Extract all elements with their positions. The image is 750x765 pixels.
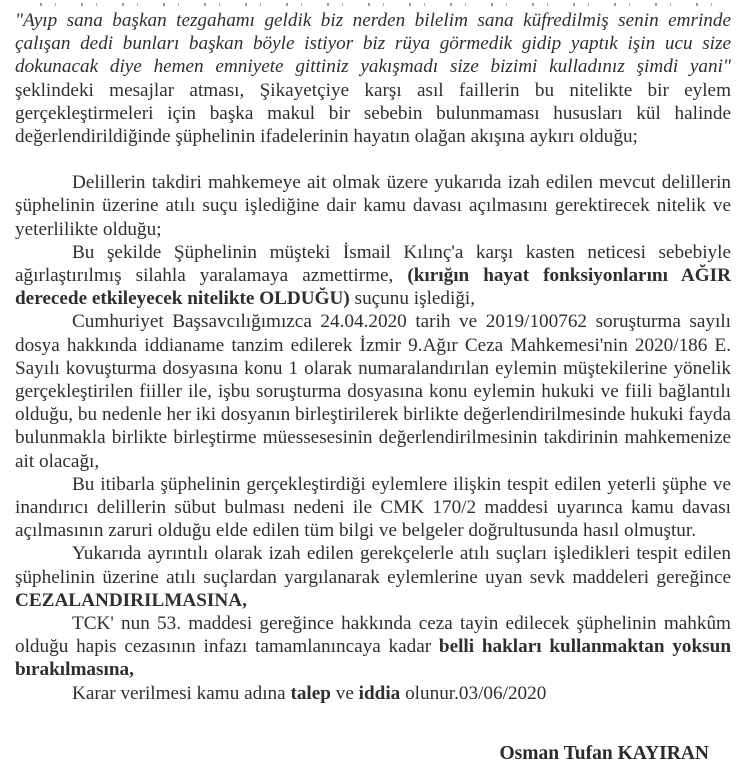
text-run-normal: TCK' nun 53. maddesi gereğince hakkında ceza tayin edilecek şüphelinin mahkûm olduğu hapis cezasının infazı tamamlanıncaya kadar [15,613,731,658]
text-run-normal: Cumhuriyet Başsavcılığımızca 24.04.2020 tarih ve 2019/100762 soruşturma sayılı dosya hakkında iddianame tanzim edilerek İzmir 9.Ağır Ceza Mahkemesi'nin 2020/186 E. Sayılı kovuşturma dosyasına konu 1 olarak numaralandırılan eylemin müştekilerine yönelik gerçekleştirilen fiiller ile, işbu soruşturma dosyasına konu eylemin hukuki ve fiili bağlantılı olduğu, bu nedenle her iki dosyanın birleştirilerek birlikte değerlendirilmesinde hukuki fayda bulunmakla birlikte birleştirme müessesesinin değerlendirilmesinin takdirinin mahkemenize ait olacağı, [15,311,731,472]
document-body [15,9,731,705]
text-run-bold: belli hakları kullanmaktan yoksun bırakılmasına, [15,636,731,681]
text-run-normal: Yukarıda ayrıntılı olarak izah edilen gerekçelerle atılı suçları işledikleri tespit edilen şüphelinin üzerine atılı suçlardan yargılanarak eylemlerine uyan sevk maddeleri gereğince [15,543,731,588]
text-run-normal: Bu itibarla şüphelinin gerçekleştirdiği eylemlere ilişkin tespit edilen yeterli şüphe ve inandırıcı delillerin sübut bulması nedeni ile CMK 170/2 maddesi uyarınca kamu davası açılmasının zaruri olduğu elde edilen tüm bilgi ve belgeler doğrultusunda hasıl olmuştur. [15,473,731,542]
text-run-normal: Bu şekilde Şüphelinin müşteki İsmail Kılınç'a karşı kasten neticesi sebebiyle ağırlaştırılmış silahla yaralamaya azmettirme, [15,241,731,287]
paragraph [15,310,731,472]
text-run-bold: iddia [358,682,401,704]
text-run-normal: suçunu işlediği, [349,288,476,310]
paragraph-gap [15,148,731,171]
paragraph [15,171,731,241]
text-run-italic: "Ayıp sana başkan tezgahamı geldik biz nerden bilelim sana küfredilmiş senin emrinde çalışan dedi bunları başkan böyle istiyor biz rüya görmedik gidip yaptık işin ucu size dokunacak diye hemen emniyete gittiniz yakışmadı size bizimi kulladınız şimdi yani" [15,10,731,78]
signature-name: Osman Tufan KAYIRAN [499,742,709,764]
text-run-normal: Delillerin takdiri mahkemeye ait olmak üzere yukarıda izah edilen mevcut delillerin şüphelinin üzerine atılı suçu işlediğine dair kamu davası açılmasını gerektirecek nitelik ve yeterlilikte olduğu; [15,172,731,240]
text-run-normal: olunur.03/06/2020 [400,682,547,704]
clipped-previous-line-remnant [29,2,725,7]
paragraph [15,612,731,682]
text-run-normal: ve [330,682,359,704]
text-run-bold: talep [290,682,331,704]
paragraph [15,542,731,612]
paragraph [15,241,731,311]
text-run-normal: Karar verilmesi kamu adına [72,682,291,704]
text-run-bold: CEZALANDIRILMASINA, [15,589,247,611]
text-run-bold: (kırığın hayat fonksiyonlarını AĞIR derecede etkileyecek nitelikte OLDUĞU) [15,265,731,310]
text-run-normal: şeklindeki mesajlar atması, Şikayetçiye karşı asıl faillerin bu nitelikte bir eylem gerçekleştirmeleri için başka makul bir sebebin bulunmaması hususları kül halinde değerlendirildiğinde şüphelinin ifadelerinin hayatın olağan akışına aykırı olduğu; [15,79,731,148]
paragraph [15,9,731,148]
paragraph [15,682,731,705]
paragraph [15,473,731,543]
